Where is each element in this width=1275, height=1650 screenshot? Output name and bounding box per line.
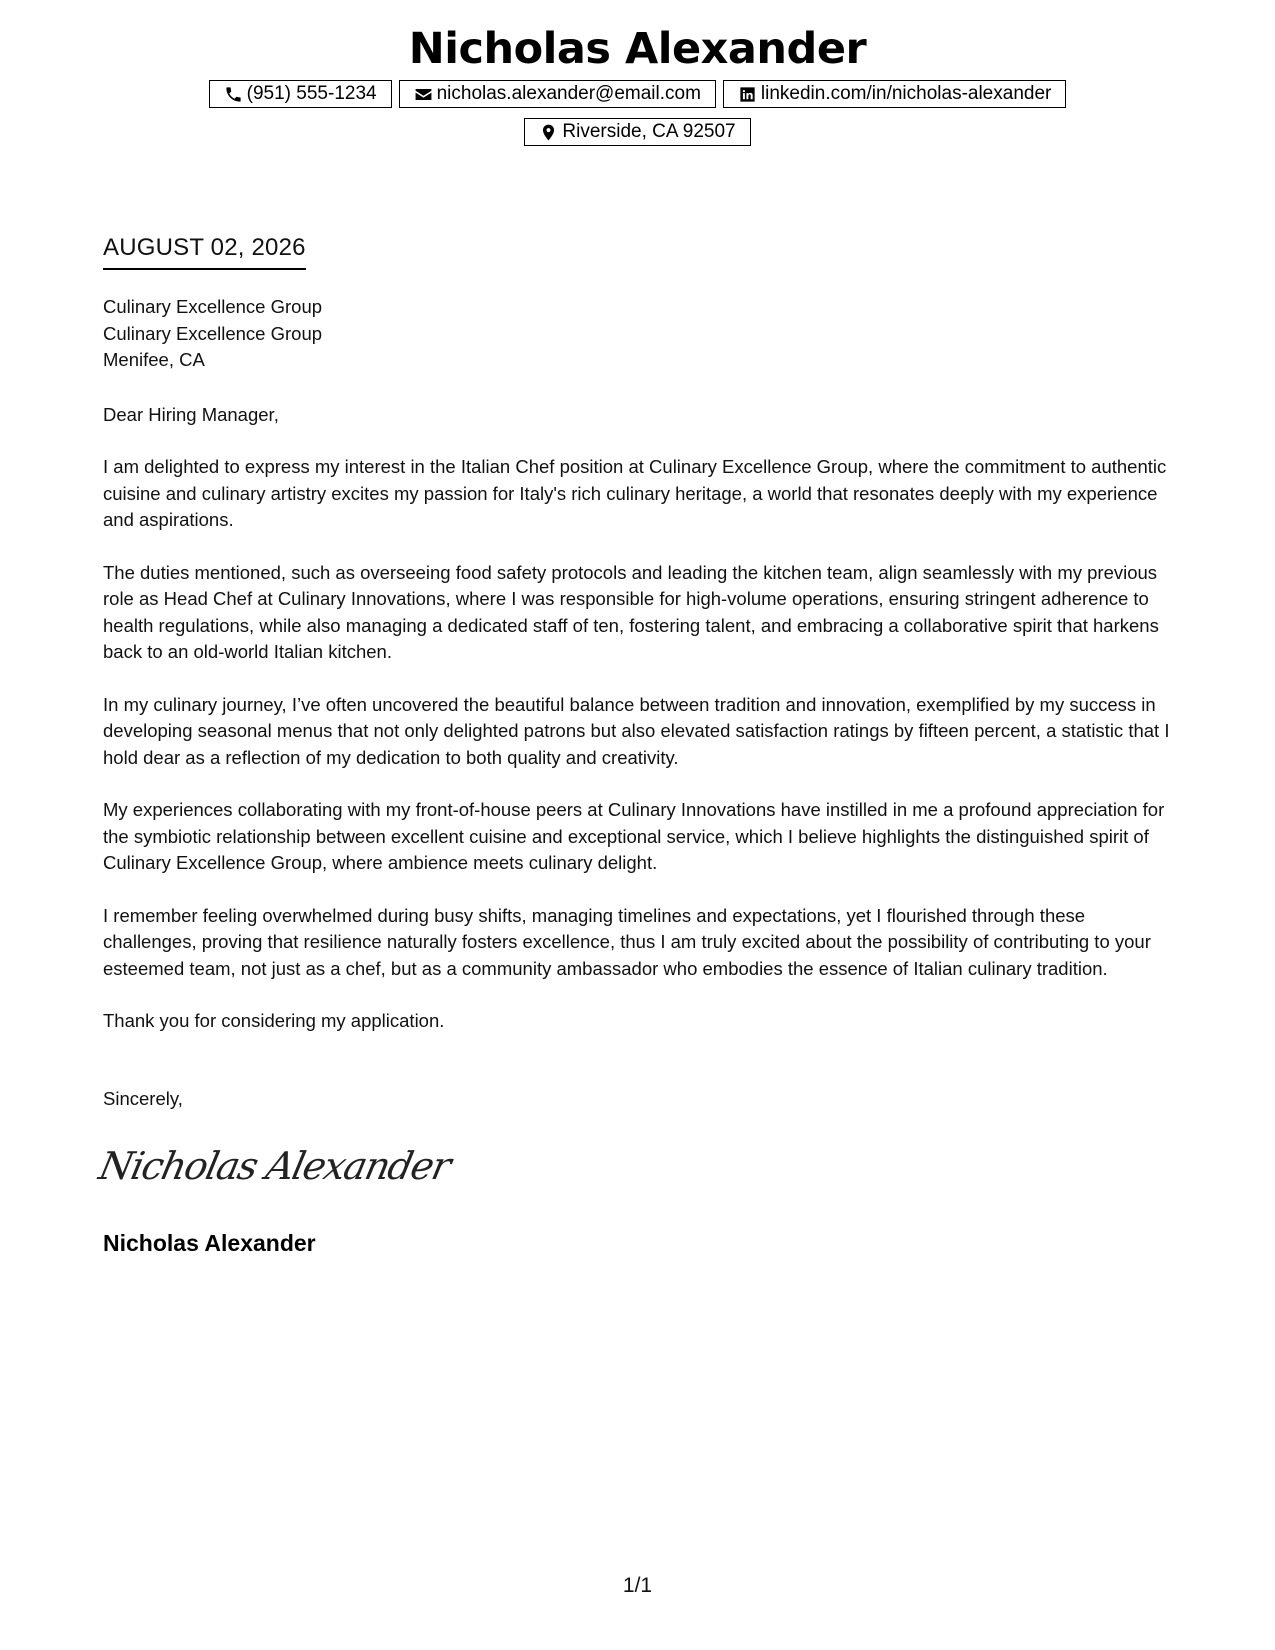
body-paragraph: I am delighted to express my interest in the Italian Chef position at Culinary Excellence Group, where the commitment to authentic cuisine and culinary artistry excites my passion for Italy's rich culinary heritage, a world that resonates deeply with my experience and aspirations.: [103, 456, 1167, 530]
location-chip: [524, 118, 750, 146]
letter-body: [103, 454, 1178, 1008]
signature-script: Nicholas Alexander: [95, 1144, 454, 1188]
signer-name: Nicholas Alexander: [103, 1230, 316, 1256]
page-number: 1/1: [622, 1574, 653, 1597]
envelope-icon: [414, 85, 433, 104]
phone-text: (951) 555-1234: [246, 83, 377, 104]
thanks-line: Thank you for considering my application.: [103, 1010, 445, 1031]
recipient-address: [103, 294, 322, 374]
map-pin-icon: [539, 123, 558, 142]
linkedin-icon: [738, 85, 757, 104]
body-paragraph: My experiences collaborating with my front-of-house peers at Culinary Innovations have instilled in me a profound appreciation for the symbiotic relationship between excellent cuisine and exceptional service, which I believe highlights the distinguished spirit of Culinary Excellence Group, where ambience meets culinary delight.: [103, 799, 1165, 873]
location-text: Riverside, CA 92507: [562, 121, 736, 142]
linkedin-text: linkedin.com/in/nicholas-alexander: [760, 83, 1052, 104]
body-paragraph: I remember feeling overwhelmed during busy shifts, managing timelines and expectations, yet I flourished through these challenges, proving that resilience naturally fosters excellence, thus I am truly excited about the possibility of contributing to your esteemed team, not just as a chef, but as a community ambassador who embodies the essence of Italian culinary tradition.: [103, 904, 1151, 979]
phone-chip: [209, 80, 392, 108]
recipient-line: Culinary Excellence Group: [103, 322, 323, 344]
recipient-line: Menifee, CA: [103, 349, 205, 370]
salutation: Dear Hiring Manager,: [103, 404, 279, 425]
linkedin-chip: [723, 80, 1066, 108]
email-chip: [399, 80, 716, 108]
letter-date: AUGUST 02, 2026: [103, 234, 306, 270]
body-paragraph: The duties mentioned, such as overseeing food safety protocols and leading the kitchen team, align seamlessly with my previous role as Head Chef at Culinary Innovations, where I was responsible for high-volume operations, ensuring stringent adherence to health regulations, while also managing a dedicated staff of ten, fostering talent, and embracing a collaborative spirit that harkens back to an old-world Italian kitchen.: [103, 561, 1159, 662]
page-title: Nicholas Alexander: [408, 24, 867, 74]
phone-icon: [224, 85, 243, 104]
signature-image: [95, 1144, 454, 1194]
contact-row-location: [0, 118, 1275, 146]
email-text: nicholas.alexander@email.com: [436, 83, 701, 104]
contact-row: [0, 80, 1275, 108]
body-paragraph: In my culinary journey, I’ve often uncovered the beautiful balance between tradition and innovation, exemplified by my success in developing seasonal menus that not only delighted patrons but also elevated satisfaction ratings by fifteen percent, a statistic that I hold dear as a reflection of my dedication to both quality and creativity.: [103, 693, 1170, 768]
closing: Sincerely,: [103, 1088, 183, 1109]
recipient-line: Culinary Excellence Group: [103, 296, 323, 317]
